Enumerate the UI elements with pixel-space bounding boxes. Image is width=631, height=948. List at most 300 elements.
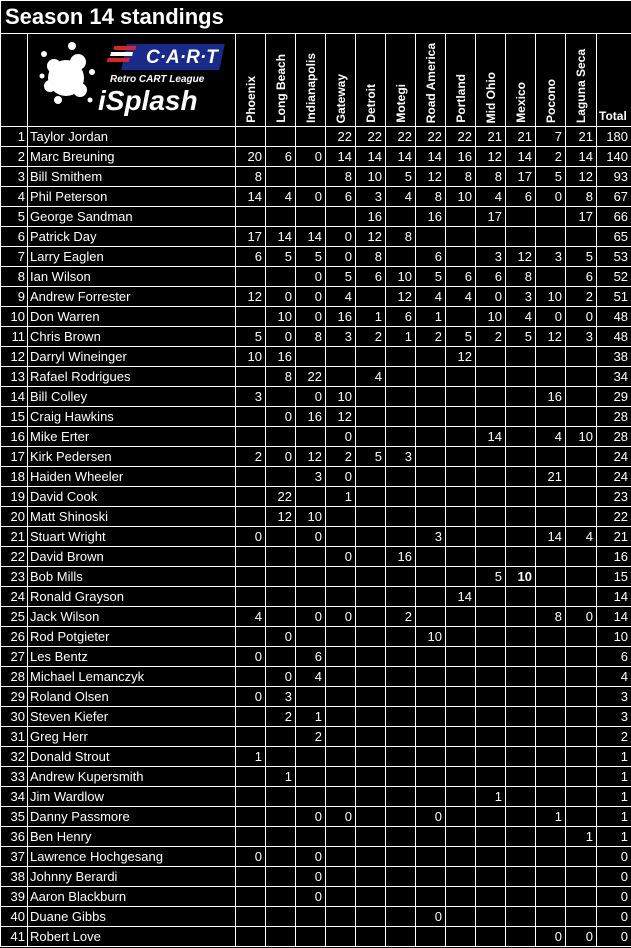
points-cell: 0 — [236, 647, 266, 667]
points-cell — [446, 227, 476, 247]
points-cell — [476, 647, 506, 667]
points-cell — [416, 367, 446, 387]
points-cell — [266, 167, 296, 187]
rank-cell: 37 — [1, 847, 28, 867]
points-cell: 21 — [476, 127, 506, 147]
points-cell: 0 — [296, 187, 326, 207]
rank-cell: 17 — [1, 447, 28, 467]
points-cell — [356, 347, 386, 367]
points-cell: 4 — [386, 187, 416, 207]
driver-name-cell: Andrew Kupersmith — [28, 767, 236, 787]
points-cell: 0 — [266, 327, 296, 347]
points-cell: 1 — [236, 747, 266, 767]
total-cell: 10 — [597, 627, 631, 647]
points-cell — [356, 427, 386, 447]
table-row — [1, 467, 631, 487]
driver-name-cell: Haiden Wheeler — [28, 467, 236, 487]
points-cell: 0 — [236, 847, 266, 867]
points-cell: 2 — [566, 287, 597, 307]
table-row — [1, 347, 631, 367]
page-title: Season 14 standings — [1, 1, 631, 34]
rank-cell: 23 — [1, 567, 28, 587]
points-cell — [236, 667, 266, 687]
points-cell — [446, 907, 476, 927]
driver-name-cell: Craig Hawkins — [28, 407, 236, 427]
points-cell — [476, 687, 506, 707]
points-cell: 8 — [356, 247, 386, 267]
table-row — [1, 807, 631, 827]
points-cell — [236, 487, 266, 507]
rank-cell: 40 — [1, 907, 28, 927]
total-cell: 2 — [597, 727, 631, 747]
points-cell — [446, 727, 476, 747]
points-cell — [566, 467, 597, 487]
total-cell: 0 — [597, 927, 631, 947]
points-cell — [416, 687, 446, 707]
driver-name-cell: Chris Brown — [28, 327, 236, 347]
points-cell: 6 — [476, 267, 506, 287]
points-cell — [476, 467, 506, 487]
points-cell: 5 — [476, 567, 506, 587]
points-cell — [506, 687, 536, 707]
points-cell — [506, 367, 536, 387]
total-cell: 1 — [597, 807, 631, 827]
points-cell: 0 — [296, 287, 326, 307]
race-header-label: Mexico — [513, 82, 528, 123]
points-cell: 4 — [566, 527, 597, 547]
points-cell — [266, 427, 296, 447]
points-cell: 8 — [236, 167, 266, 187]
total-cell: 1 — [597, 767, 631, 787]
points-cell — [356, 867, 386, 887]
points-cell — [536, 647, 566, 667]
points-cell: 0 — [476, 287, 506, 307]
driver-name-cell: Duane Gibbs — [28, 907, 236, 927]
points-cell — [356, 807, 386, 827]
points-cell: 12 — [566, 167, 597, 187]
table-row — [1, 227, 631, 247]
points-cell — [416, 647, 446, 667]
race-header-label: Laguna Seca — [574, 48, 588, 123]
points-cell: 16 — [386, 547, 416, 567]
points-cell — [236, 547, 266, 567]
standings-body — [1, 127, 631, 947]
points-cell — [296, 167, 326, 187]
points-cell — [446, 567, 476, 587]
points-cell — [326, 827, 356, 847]
table-row — [1, 527, 631, 547]
table-row — [1, 267, 631, 287]
points-cell: 8 — [476, 167, 506, 187]
points-cell — [536, 727, 566, 747]
points-cell: 8 — [296, 327, 326, 347]
points-cell — [296, 207, 326, 227]
points-cell: 10 — [476, 307, 506, 327]
points-cell: 10 — [326, 387, 356, 407]
points-cell — [476, 587, 506, 607]
rank-cell: 26 — [1, 627, 28, 647]
points-cell — [266, 607, 296, 627]
driver-name-cell: Roland Olsen — [28, 687, 236, 707]
rank-cell: 13 — [1, 367, 28, 387]
points-cell — [536, 587, 566, 607]
driver-name-cell: Ronald Grayson — [28, 587, 236, 607]
points-cell — [236, 307, 266, 327]
rank-cell: 25 — [1, 607, 28, 627]
points-cell: 0 — [566, 607, 597, 627]
points-cell — [506, 667, 536, 687]
points-cell: 5 — [296, 247, 326, 267]
points-cell: 2 — [416, 327, 446, 347]
points-cell: 0 — [266, 447, 296, 467]
driver-name-cell: Johnny Berardi — [28, 867, 236, 887]
race-header-label: Phoenix — [243, 76, 258, 123]
points-cell: 12 — [476, 147, 506, 167]
points-cell — [536, 747, 566, 767]
points-cell — [386, 347, 416, 367]
points-cell — [236, 887, 266, 907]
points-cell — [506, 647, 536, 667]
race-header-portland — [446, 34, 476, 127]
points-cell: 10 — [416, 627, 446, 647]
rank-cell: 8 — [1, 267, 28, 287]
points-cell — [266, 927, 296, 947]
points-cell — [386, 907, 416, 927]
points-cell: 1 — [296, 707, 326, 727]
points-cell — [416, 467, 446, 487]
points-cell — [566, 387, 597, 407]
total-cell: 4 — [597, 667, 631, 687]
points-cell: 0 — [326, 607, 356, 627]
total-cell: 48 — [597, 327, 631, 347]
points-cell — [236, 507, 266, 527]
points-cell — [386, 767, 416, 787]
points-cell: 8 — [386, 227, 416, 247]
rank-cell: 12 — [1, 347, 28, 367]
points-cell: 0 — [236, 527, 266, 547]
points-cell: 8 — [266, 367, 296, 387]
points-cell — [356, 687, 386, 707]
points-cell — [386, 567, 416, 587]
points-cell: 16 — [326, 307, 356, 327]
points-cell — [296, 347, 326, 367]
table-row — [1, 307, 631, 327]
points-cell: 8 — [446, 167, 476, 187]
points-cell: 12 — [266, 507, 296, 527]
rank-cell: 7 — [1, 247, 28, 267]
points-cell — [446, 867, 476, 887]
rank-cell: 11 — [1, 327, 28, 347]
points-cell — [296, 127, 326, 147]
points-cell — [356, 487, 386, 507]
points-cell — [416, 227, 446, 247]
race-header-label: Pocono — [543, 79, 558, 123]
points-cell — [236, 427, 266, 447]
points-cell: 10 — [266, 307, 296, 327]
points-cell: 12 — [416, 167, 446, 187]
points-cell — [446, 487, 476, 507]
points-cell: 1 — [536, 807, 566, 827]
points-cell — [506, 887, 536, 907]
points-cell — [416, 867, 446, 887]
points-cell — [296, 747, 326, 767]
points-cell: 8 — [566, 187, 597, 207]
points-cell — [326, 687, 356, 707]
points-cell — [266, 727, 296, 747]
points-cell — [236, 787, 266, 807]
table-row — [1, 727, 631, 747]
points-cell: 0 — [326, 467, 356, 487]
driver-name-cell: Andrew Forrester — [28, 287, 236, 307]
points-cell — [386, 927, 416, 947]
points-cell: 0 — [536, 307, 566, 327]
driver-name-cell: Robert Love — [28, 927, 236, 947]
points-cell: 5 — [266, 247, 296, 267]
points-cell — [506, 387, 536, 407]
points-cell: 1 — [566, 827, 597, 847]
table-row — [1, 607, 631, 627]
points-cell: 17 — [236, 227, 266, 247]
driver-name-cell: Stuart Wright — [28, 527, 236, 547]
points-cell — [236, 587, 266, 607]
points-cell — [266, 127, 296, 147]
points-cell: 16 — [296, 407, 326, 427]
points-cell — [416, 847, 446, 867]
points-cell: 16 — [536, 387, 566, 407]
table-row — [1, 247, 631, 267]
points-cell — [446, 307, 476, 327]
rank-cell: 22 — [1, 547, 28, 567]
total-cell: 66 — [597, 207, 631, 227]
points-cell: 6 — [386, 307, 416, 327]
rank-cell: 18 — [1, 467, 28, 487]
points-cell: 0 — [416, 807, 446, 827]
points-cell — [476, 927, 506, 947]
total-cell: 6 — [597, 647, 631, 667]
table-row — [1, 127, 631, 147]
points-cell — [476, 487, 506, 507]
points-cell: 3 — [416, 527, 446, 547]
points-cell — [266, 747, 296, 767]
points-cell: 3 — [386, 447, 416, 467]
points-cell — [566, 887, 597, 907]
points-cell — [536, 507, 566, 527]
points-cell — [506, 547, 536, 567]
table-row — [1, 687, 631, 707]
rank-cell: 27 — [1, 647, 28, 667]
race-header-label: Portland — [453, 74, 468, 123]
points-cell — [296, 827, 326, 847]
points-cell — [536, 547, 566, 567]
points-cell: 8 — [536, 607, 566, 627]
points-cell — [386, 747, 416, 767]
table-row — [1, 747, 631, 767]
points-cell: 14 — [566, 147, 597, 167]
points-cell: 0 — [326, 247, 356, 267]
points-cell — [566, 747, 597, 767]
points-cell — [356, 287, 386, 307]
points-cell — [566, 907, 597, 927]
race-header-laguna-seca — [566, 34, 597, 127]
points-cell — [476, 847, 506, 867]
points-cell — [386, 527, 416, 547]
rank-cell: 33 — [1, 767, 28, 787]
points-cell: 5 — [326, 267, 356, 287]
points-cell: 21 — [566, 127, 597, 147]
points-cell — [446, 507, 476, 527]
points-cell: 4 — [506, 307, 536, 327]
points-cell — [446, 887, 476, 907]
points-cell — [506, 907, 536, 927]
driver-name-cell: Danny Passmore — [28, 807, 236, 827]
points-cell: 0 — [266, 287, 296, 307]
table-row — [1, 207, 631, 227]
points-cell — [326, 927, 356, 947]
points-cell: 5 — [536, 167, 566, 187]
driver-name-cell: Kirk Pedersen — [28, 447, 236, 467]
points-cell: 2 — [476, 327, 506, 347]
points-cell: 0 — [236, 687, 266, 707]
points-cell — [386, 387, 416, 407]
points-cell: 0 — [296, 147, 326, 167]
table-row — [1, 787, 631, 807]
points-cell — [386, 847, 416, 867]
points-cell — [506, 627, 536, 647]
points-cell: 6 — [506, 187, 536, 207]
points-cell — [506, 427, 536, 447]
rank-cell: 6 — [1, 227, 28, 247]
points-cell: 6 — [326, 187, 356, 207]
driver-name-cell: Greg Herr — [28, 727, 236, 747]
points-cell: 14 — [326, 147, 356, 167]
points-cell — [506, 227, 536, 247]
table-row — [1, 567, 631, 587]
driver-name-cell: Lawrence Hochgesang — [28, 847, 236, 867]
points-cell — [506, 747, 536, 767]
driver-name-cell: Aaron Blackburn — [28, 887, 236, 907]
total-cell: 3 — [597, 687, 631, 707]
points-cell: 21 — [506, 127, 536, 147]
points-cell — [326, 867, 356, 887]
points-cell — [566, 667, 597, 687]
points-cell: 0 — [536, 187, 566, 207]
points-cell — [296, 627, 326, 647]
points-cell — [476, 887, 506, 907]
points-cell — [446, 647, 476, 667]
total-cell: 51 — [597, 287, 631, 307]
total-cell: 53 — [597, 247, 631, 267]
points-cell — [536, 227, 566, 247]
points-cell — [536, 867, 566, 887]
points-cell: 1 — [326, 487, 356, 507]
points-cell — [386, 467, 416, 487]
points-cell — [356, 787, 386, 807]
race-header-label: Motegi — [393, 84, 408, 123]
points-cell: 22 — [326, 127, 356, 147]
table-row — [1, 887, 631, 907]
points-cell — [356, 507, 386, 527]
points-cell: 0 — [326, 427, 356, 447]
points-cell — [356, 607, 386, 627]
points-cell — [266, 467, 296, 487]
points-cell — [386, 687, 416, 707]
points-cell — [266, 827, 296, 847]
total-cell: 0 — [597, 907, 631, 927]
points-cell: 3 — [356, 187, 386, 207]
points-cell: 12 — [236, 287, 266, 307]
points-cell: 7 — [536, 127, 566, 147]
rank-cell: 36 — [1, 827, 28, 847]
points-cell — [506, 487, 536, 507]
points-cell — [386, 487, 416, 507]
points-cell — [476, 347, 506, 367]
points-cell — [416, 507, 446, 527]
points-cell — [536, 847, 566, 867]
points-cell — [506, 207, 536, 227]
points-cell — [416, 727, 446, 747]
points-cell: 5 — [446, 327, 476, 347]
points-cell — [566, 707, 597, 727]
total-cell: 0 — [597, 867, 631, 887]
points-cell — [446, 627, 476, 647]
points-cell — [386, 647, 416, 667]
race-header-label: Long Beach — [273, 54, 288, 123]
points-cell — [566, 627, 597, 647]
table-row — [1, 447, 631, 467]
driver-name-cell: Bill Colley — [28, 387, 236, 407]
driver-name-cell: Rod Potgieter — [28, 627, 236, 647]
driver-name-cell: Bill Smithem — [28, 167, 236, 187]
table-row — [1, 407, 631, 427]
points-cell — [356, 847, 386, 867]
points-cell: 0 — [296, 527, 326, 547]
points-cell — [266, 567, 296, 587]
table-row — [1, 167, 631, 187]
points-cell — [536, 447, 566, 467]
rank-cell: 5 — [1, 207, 28, 227]
points-cell — [476, 667, 506, 687]
points-cell: 3 — [536, 247, 566, 267]
points-cell — [386, 807, 416, 827]
points-cell — [446, 527, 476, 547]
driver-name-cell: Jack Wilson — [28, 607, 236, 627]
points-cell — [566, 567, 597, 587]
points-cell: 0 — [296, 387, 326, 407]
points-cell: 0 — [266, 667, 296, 687]
points-cell — [266, 887, 296, 907]
points-cell: 12 — [386, 287, 416, 307]
points-cell: 2 — [326, 447, 356, 467]
points-cell — [416, 387, 446, 407]
points-cell: 0 — [296, 607, 326, 627]
points-cell — [476, 827, 506, 847]
points-cell — [386, 787, 416, 807]
points-cell: 4 — [296, 667, 326, 687]
points-cell — [356, 767, 386, 787]
points-cell — [446, 247, 476, 267]
driver-name-cell: David Cook — [28, 487, 236, 507]
points-cell — [446, 447, 476, 467]
points-cell — [356, 387, 386, 407]
points-cell: 0 — [566, 307, 597, 327]
points-cell — [536, 827, 566, 847]
points-cell — [566, 367, 597, 387]
points-cell — [476, 767, 506, 787]
points-cell — [476, 907, 506, 927]
points-cell — [236, 567, 266, 587]
points-cell — [476, 367, 506, 387]
points-cell — [416, 667, 446, 687]
